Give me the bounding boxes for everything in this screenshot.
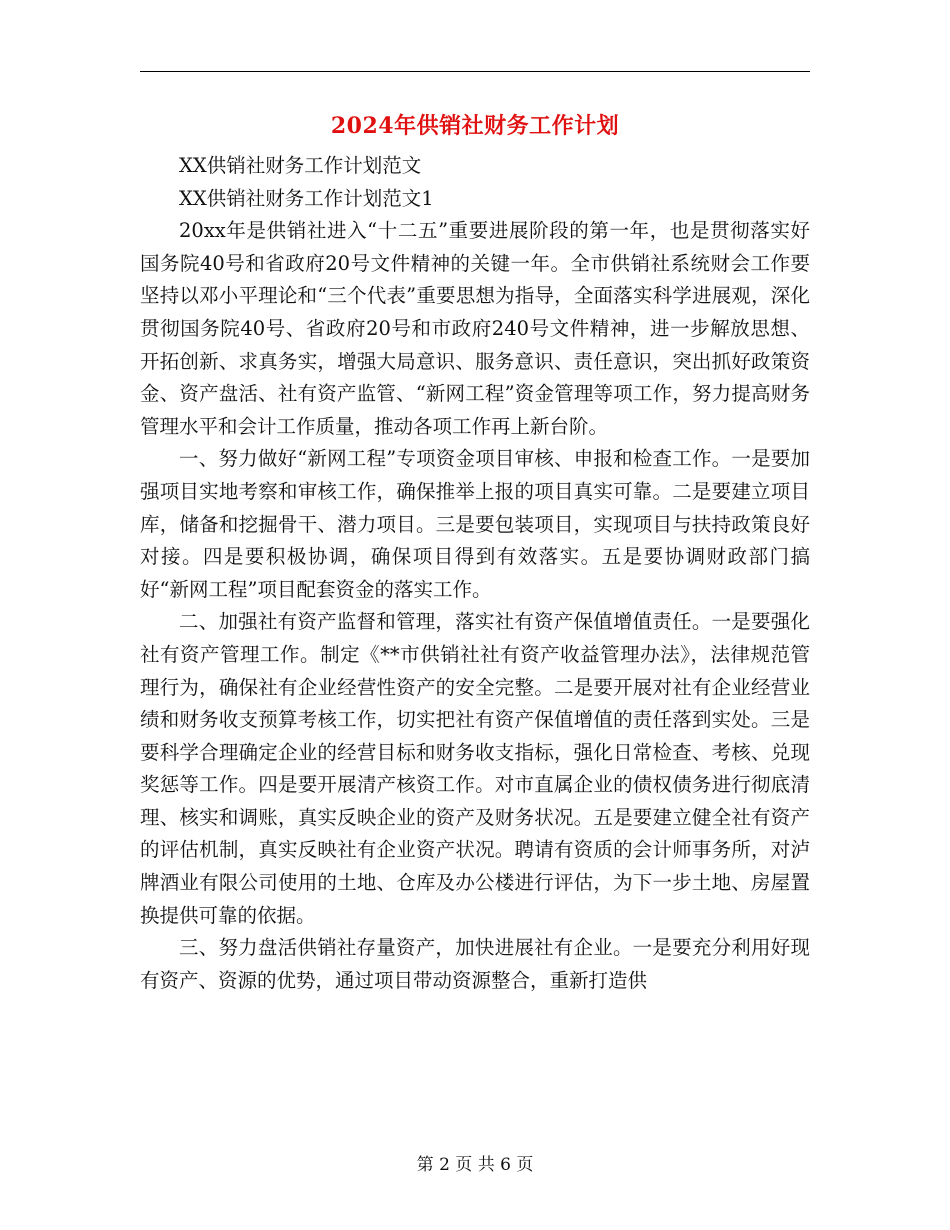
document-body: [140, 150, 810, 997]
document-title: 2024年供销社财务工作计划: [330, 113, 620, 139]
paragraph: 三、努力盘活供销社存量资产，加快进展社有企业。一是要充分利用好现有资产、资源的优势，通过项目带动资源整合，重新打造供: [140, 936, 810, 992]
page-number-footer: 第 2 页 共 6 页: [416, 1155, 534, 1175]
paragraph: 二、加强社有资产监督和管理，落实社有资产保值增值责任。一是要强化社有资产管理工作。制定《**市供销社社有资产收益管理办法》，法律规范管理行为，确保社有企业经营性资产的安全完整。二是要开展对社有企业经营业绩和财务收支预算考核工作，切实把社有资产保值增值的责任落到实处。三是要科学合理确定企业的经营目标和财务收支指标，强化日常检查、考核、兑现奖惩等工作。四是要开展清产核资工作。对市直属企业的债权债务进行彻底清理、核实和调账，真实反映企业的资产及财务状况。五是要建立健全社有资产的评估机制，真实反映社有企业资产状况。聘请有资质的会计师事务所，对泸牌酒业有限公司使用的土地、仓库及办公楼进行评估，为下一步土地、房屋置换提供可靠的依据。: [140, 610, 810, 927]
paragraph: XX供销社财务工作计划范文1: [179, 186, 434, 210]
paragraph: XX供销社财务工作计划范文: [179, 154, 422, 177]
header-rule: [140, 71, 810, 72]
paragraph: 20xx年是供销社进入“十二五”重要进展阶段的第一年，也是贯彻落实好国务院40号和省政府20号文件精神的关键一年。全市供销社系统财会工作要坚持以邓小平理论和“三个代表”重要思想为指导，全面落实科学进展观，深化贯彻国务院40号、省政府20号和市政府240号文件精神，进一步解放思想、开拓创新、求真务实，增强大局意识、服务意识、责任意识，突出抓好政策资金、资产盘活、社有资产监管、“新网工程”资金管理等项工作，努力提高财务管理水平和会计工作质量，推动各项工作再上新台阶。: [140, 219, 810, 438]
paragraph: 一、努力做好“新网工程”专项资金项目审核、申报和检查工作。一是要加强项目实地考察和审核工作，确保推举上报的项目真实可靠。二是要建立项目库，储备和挖掘骨干、潜力项目。三是要包装项目，实现项目与扶持政策良好对接。四是要积极协调，确保项目得到有效落实。五是要协调财政部门搞好“新网工程”项目配套资金的落实工作。: [140, 447, 810, 601]
